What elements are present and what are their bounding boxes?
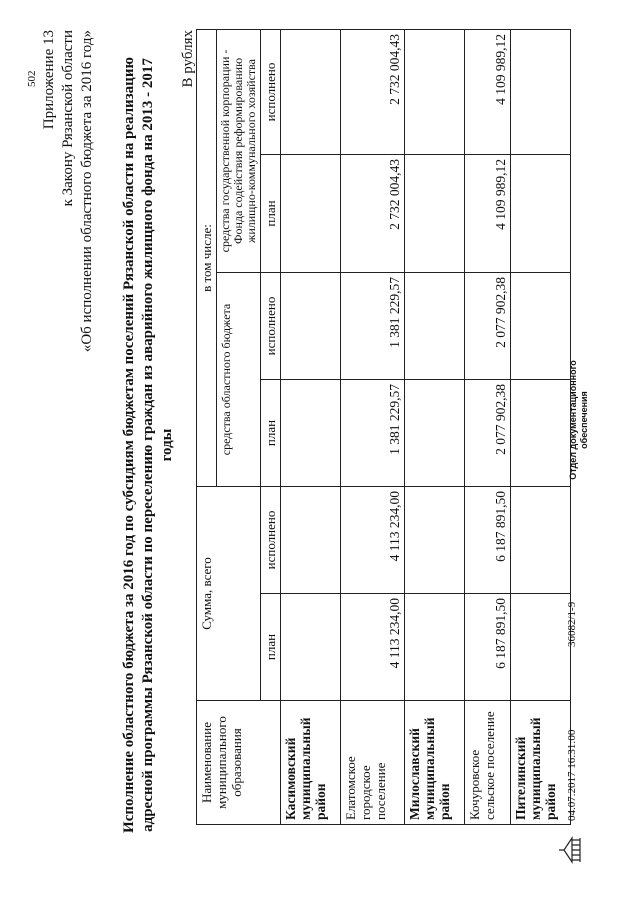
cell-total-done (511, 487, 571, 594)
cell-fund-done: 4 109 989,12 (465, 29, 511, 154)
cell-reg-done: 2 077 902,38 (465, 273, 511, 380)
cell-fund-done (281, 29, 341, 154)
row-name: Елатомское городское поселение (341, 701, 405, 825)
header-name: Наименование муниципального образования (197, 701, 281, 825)
header-total: Сумма, всего (197, 487, 261, 701)
cell-fund-done (405, 29, 465, 154)
header-plan: план (261, 380, 281, 487)
footer-timestamp: 04.07.2017 16:31:00 (566, 729, 578, 821)
footer-department: Отдел документационного обеспечения (568, 360, 589, 480)
cell-fund-plan (281, 155, 341, 273)
table-row (511, 29, 571, 824)
cell-total-plan (405, 594, 465, 701)
cell-fund-plan (405, 155, 465, 273)
row-name: Кочуровское сельское поселение (465, 701, 511, 825)
cell-total-done (281, 487, 341, 594)
header-done: исполнено (261, 29, 281, 154)
emblem-icon (558, 835, 589, 865)
header-plan: план (261, 155, 281, 273)
cell-fund-done: 2 732 004,43 (341, 29, 405, 154)
header-regional: средства областного бюджета (217, 273, 261, 487)
cell-reg-done (405, 273, 465, 380)
appendix-header (40, 30, 97, 530)
table-row (281, 29, 341, 824)
cell-total-plan: 6 187 891,50 (465, 594, 511, 701)
header-done: исполнено (261, 273, 281, 380)
units-label: В рублях (180, 30, 196, 88)
appendix-line: к Закону Рязанской области (60, 30, 76, 207)
table-row (465, 29, 511, 824)
cell-fund-plan (511, 155, 571, 273)
table-row (341, 29, 405, 824)
cell-reg-done: 1 381 229,57 (341, 273, 405, 380)
header-plan: план (261, 594, 281, 701)
row-name: Касимовский муниципальный район (281, 701, 341, 825)
cell-fund-done (511, 29, 571, 154)
header-incl: в том числе: (197, 29, 217, 486)
cell-total-plan: 4 113 234,00 (341, 594, 405, 701)
appendix-line: «Об исполнении областного бюджета за 2016 год» (79, 30, 95, 353)
cell-fund-plan: 4 109 989,12 (465, 155, 511, 273)
page-number: 502 (26, 70, 38, 87)
cell-reg-plan: 1 381 229,57 (341, 380, 405, 487)
table-row (405, 29, 465, 824)
appendix-line: Приложение 13 (41, 30, 57, 130)
cell-total-plan (281, 594, 341, 701)
row-name: Милославский муниципальный район (405, 701, 465, 825)
header-done: исполнено (261, 487, 281, 594)
cell-total-plan (511, 594, 571, 701)
cell-reg-done (281, 273, 341, 380)
cell-fund-plan: 2 732 004,43 (341, 155, 405, 273)
document-title: Исполнение областного бюджета за 2016 год по субсидиям бюджетам поселений Рязанской области на реализацию адресной программы Рязанской области по переселению граждан из аварийного жилищного фонда на 2013 - 2017 годы (121, 57, 175, 833)
header-fund: средства государственной корпорации - Фонда содействия реформированию жилищно-коммунального хозяйства (217, 29, 261, 272)
cell-total-done: 6 187 891,50 (465, 487, 511, 594)
footer-code: 36082/1-9 (566, 601, 578, 647)
cell-reg-plan (405, 380, 465, 487)
row-name: Пителинский муниципальный район (511, 701, 571, 825)
cell-reg-done (511, 273, 571, 380)
cell-reg-plan: 2 077 902,38 (465, 380, 511, 487)
budget-table (196, 29, 571, 825)
cell-reg-plan (511, 380, 571, 487)
cell-reg-plan (281, 380, 341, 487)
cell-total-done (405, 487, 465, 594)
cell-total-done: 4 113 234,00 (341, 487, 405, 594)
